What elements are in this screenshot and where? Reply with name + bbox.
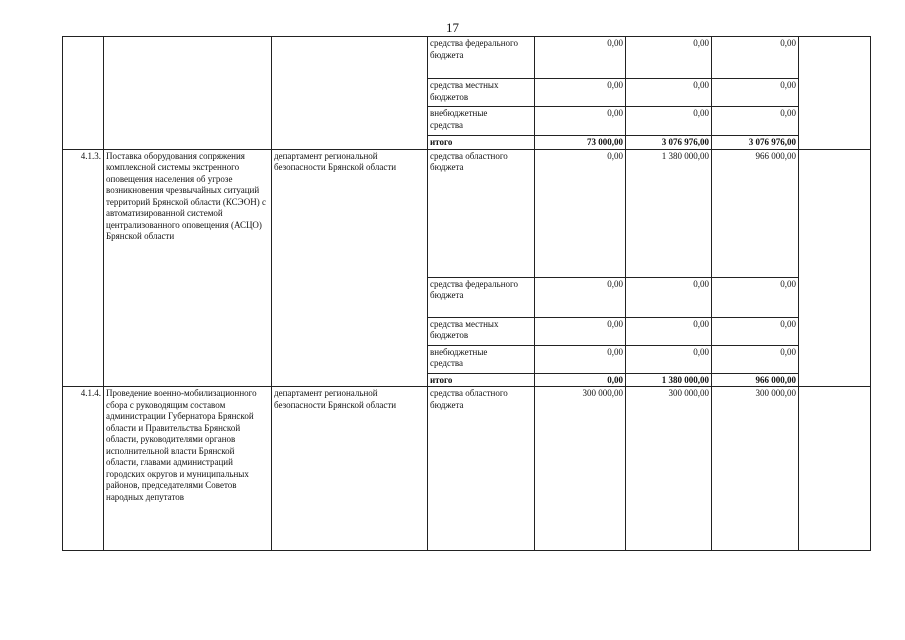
item-number: 4.1.4. (63, 387, 104, 551)
funding-source-cell: средства местных бюджетов (428, 79, 535, 107)
funding-source-cell: средства местных бюджетов (428, 317, 535, 345)
total-value-cell: 3 076 976,00 (712, 136, 799, 150)
total-value-cell: 3 076 976,00 (626, 136, 712, 150)
value-cell: 0,00 (626, 79, 712, 107)
page-number: 17 (446, 20, 459, 35)
number-cell (63, 37, 104, 150)
value-cell: 0,00 (712, 277, 799, 317)
total-value-cell: 73 000,00 (535, 136, 626, 150)
value-cell: 0,00 (535, 149, 626, 277)
value-cell: 0,00 (712, 107, 799, 136)
total-value-cell: 966 000,00 (712, 373, 799, 387)
item-number: 4.1.3. (63, 149, 104, 387)
item-title: Поставка оборудования сопряжения комплексной системы экстренного оповещения населения об угрозе возникновения чрезвычайных ситуаций территорий Брянской области (КСЭОН) с автоматизированной системой централизованного оповещения (АСЦО) Брянской области (104, 149, 272, 387)
value-cell: 0,00 (535, 345, 626, 373)
total-label-cell: итого (428, 373, 535, 387)
value-cell: 0,00 (712, 345, 799, 373)
value-cell: 0,00 (626, 317, 712, 345)
funding-source-cell: внебюджетные средства (428, 107, 535, 136)
empty-cell (799, 149, 871, 387)
value-cell: 0,00 (712, 79, 799, 107)
funding-source-cell: средства федерального бюджета (428, 37, 535, 79)
total-value-cell: 0,00 (535, 373, 626, 387)
funding-table (62, 36, 871, 551)
executor-cell (272, 37, 428, 150)
empty-cell (799, 37, 871, 150)
value-cell: 300 000,00 (535, 387, 626, 551)
total-label-cell: итого (428, 136, 535, 150)
value-cell: 0,00 (535, 107, 626, 136)
value-cell: 0,00 (535, 37, 626, 79)
value-cell: 0,00 (626, 37, 712, 79)
value-cell: 0,00 (626, 107, 712, 136)
funding-source-cell: средства федерального бюджета (428, 277, 535, 317)
value-cell: 0,00 (535, 79, 626, 107)
value-cell: 0,00 (626, 277, 712, 317)
value-cell: 0,00 (535, 277, 626, 317)
value-cell: 300 000,00 (712, 387, 799, 551)
value-cell: 300 000,00 (626, 387, 712, 551)
total-value-cell: 1 380 000,00 (626, 373, 712, 387)
value-cell: 966 000,00 (712, 149, 799, 277)
value-cell: 1 380 000,00 (626, 149, 712, 277)
table-row (63, 149, 871, 277)
table-row (63, 37, 871, 79)
funding-source-cell: внебюджетные средства (428, 345, 535, 373)
funding-source-cell: средства областного бюджета (428, 149, 535, 277)
value-cell: 0,00 (712, 37, 799, 79)
item-title: Проведение военно-мобилизационного сбора с руководящим составом администрации Губернатора Брянской области и Правительства Брянской области, руководителями органов исполнительной власти Брянской области, главами администраций городских округов и муниципальных районов, председателями Советов народных депутатов (104, 387, 272, 551)
funding-source-cell: средства областного бюджета (428, 387, 535, 551)
value-cell: 0,00 (626, 345, 712, 373)
title-cell (104, 37, 272, 150)
value-cell: 0,00 (535, 317, 626, 345)
item-executor: департамент региональной безопасности Брянской области (272, 387, 428, 551)
value-cell: 0,00 (712, 317, 799, 345)
empty-cell (799, 387, 871, 551)
table-row (63, 387, 871, 551)
item-executor: департамент региональной безопасности Брянской области (272, 149, 428, 387)
